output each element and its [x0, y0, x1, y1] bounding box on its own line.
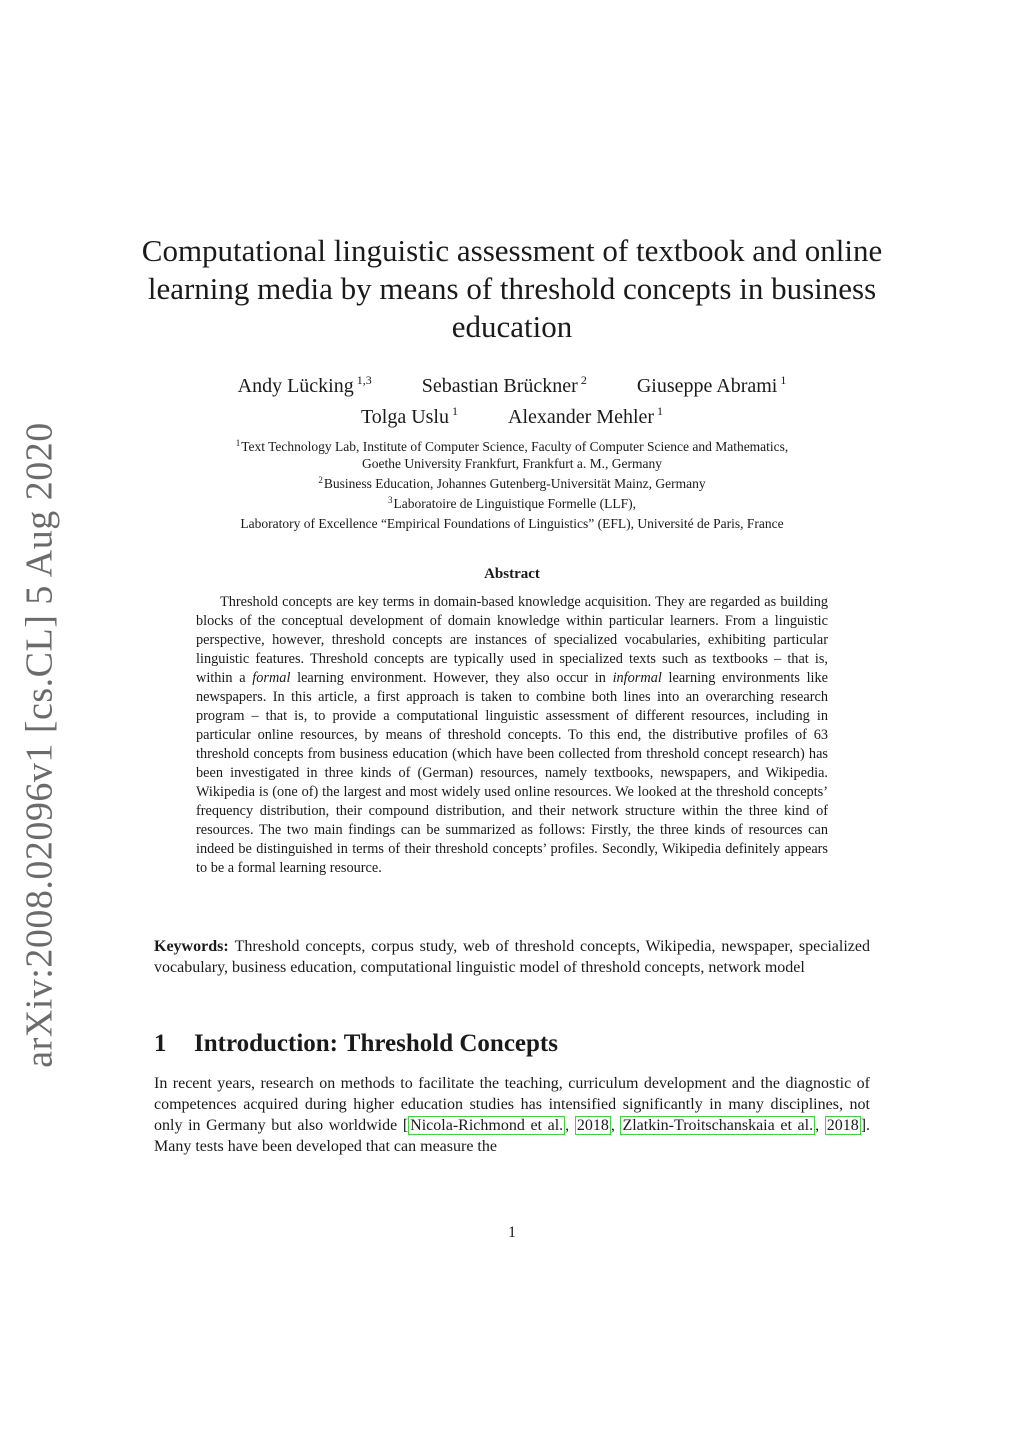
author: Giuseppe Abrami $^1$ [636, 373, 787, 397]
arxiv-identifier-text: arXiv:2008.02096v1 [cs.CL] 5 Aug 2020 [19, 422, 62, 1068]
affiliation-1-cont: Goethe University Frankfurt, Frankfurt a. M., Germany [362, 456, 662, 471]
abstract-text: Threshold concepts are key terms in domain-based knowledge acquisition. They are regarded as building blocks of the conceptual development of domain knowledge within particular learners. From a linguistic perspective, however, threshold concepts are instances of specialized vocabularies, exhibiting particular linguistic features. Threshold concepts are typically used in specialized texts such as textbooks – that is, within a formal learning environment. However, they also occur in informal learning environments like newspapers. In this article, a first approach is taken to combine both lines into an overarching research program – that is, to provide a computational linguistic assessment of different resources, including in particular online resources, by means of threshold concepts. To this end, the distributive profiles of 63 threshold concepts from business education (which have been collected from threshold concept research) has been investigated in three kinds of (German) resources, namely textbooks, newspapers, and Wikipedia. Wikipedia is (one of) the largest and most widely used online resources. We looked at the threshold concepts’ frequency distribution, their compound distribution, and their network structure within the three kind of resources. The two main findings can be summarized as follows: Firstly, the three kinds of resources can indeed be distinguished in terms of their threshold concepts’ profiles. Secondly, Wikipedia definitely appears to be a formal learning resource. [196, 594, 829, 876]
keywords-text: Threshold concepts, corpus study, web of threshold concepts, Wikipedia, newspaper, specialized vocabulary, business education, computational linguistic model of threshold concepts, network model [154, 938, 870, 976]
affiliation-1: $^1$Text Technology Lab, Institute of Computer Science, Faculty of Computer Science and Mathematics, [235, 438, 789, 454]
citation-link-nicola-richmond[interactable]: Nicola-Richmond et al. [410, 1117, 564, 1134]
author-line-2 [154, 399, 870, 430]
arxiv-identifier [6, 422, 74, 1068]
section-heading [154, 1028, 870, 1060]
author: Sebastian Brückner $^2$ [421, 373, 587, 397]
page-number: 1 [508, 1224, 516, 1241]
citation-link-zlatkin-troitschanskaia[interactable]: Zlatkin-Troitschanskaia et al. [622, 1117, 814, 1134]
author: Tolga Uslu $^1$ [360, 404, 458, 428]
affiliation-2: $^2$Business Education, Johannes Gutenberg-Universität Mainz, Germany [318, 475, 706, 491]
affiliation-3-cont: Laboratory of Excellence “Empirical Foundations of Linguistics” (EFL), Université de Paris, France [240, 516, 784, 531]
citation-year-link[interactable]: 2018 [576, 1117, 609, 1134]
affiliation-3: $^3$Laboratoire de Linguistique Formelle (LLF), [387, 495, 637, 511]
citation-year-link[interactable]: 2018 [826, 1117, 859, 1134]
author-line-1 [154, 368, 870, 399]
section-number: 1 [154, 1030, 167, 1057]
keywords [154, 936, 870, 978]
author: Andy Lücking $^{1,3}$ [237, 373, 372, 397]
paper-title: Computational linguistic assessment of textbook and online learning media by means of threshold concepts in business education [141, 233, 883, 344]
author-list [154, 368, 870, 430]
affiliations [154, 435, 870, 532]
section-title: Introduction: Threshold Concepts [194, 1030, 558, 1057]
abstract-heading: Abstract [484, 566, 540, 582]
author: Alexander Mehler $^1$ [508, 404, 664, 428]
intro-paragraph: In recent years, research on methods to facilitate the teaching, curriculum development and the diagnostic of competences acquired during higher education studies has intensified significantly in many disciplines, not only in Germany but also worldwide [ Nicola-Richmond et al. , 2018 , Zlatkin-Troitschanskaia et al. , 2018 ]. Many tests have been developed that can measure the [154, 1075, 871, 1155]
keywords-label: Keywords: [154, 938, 229, 955]
